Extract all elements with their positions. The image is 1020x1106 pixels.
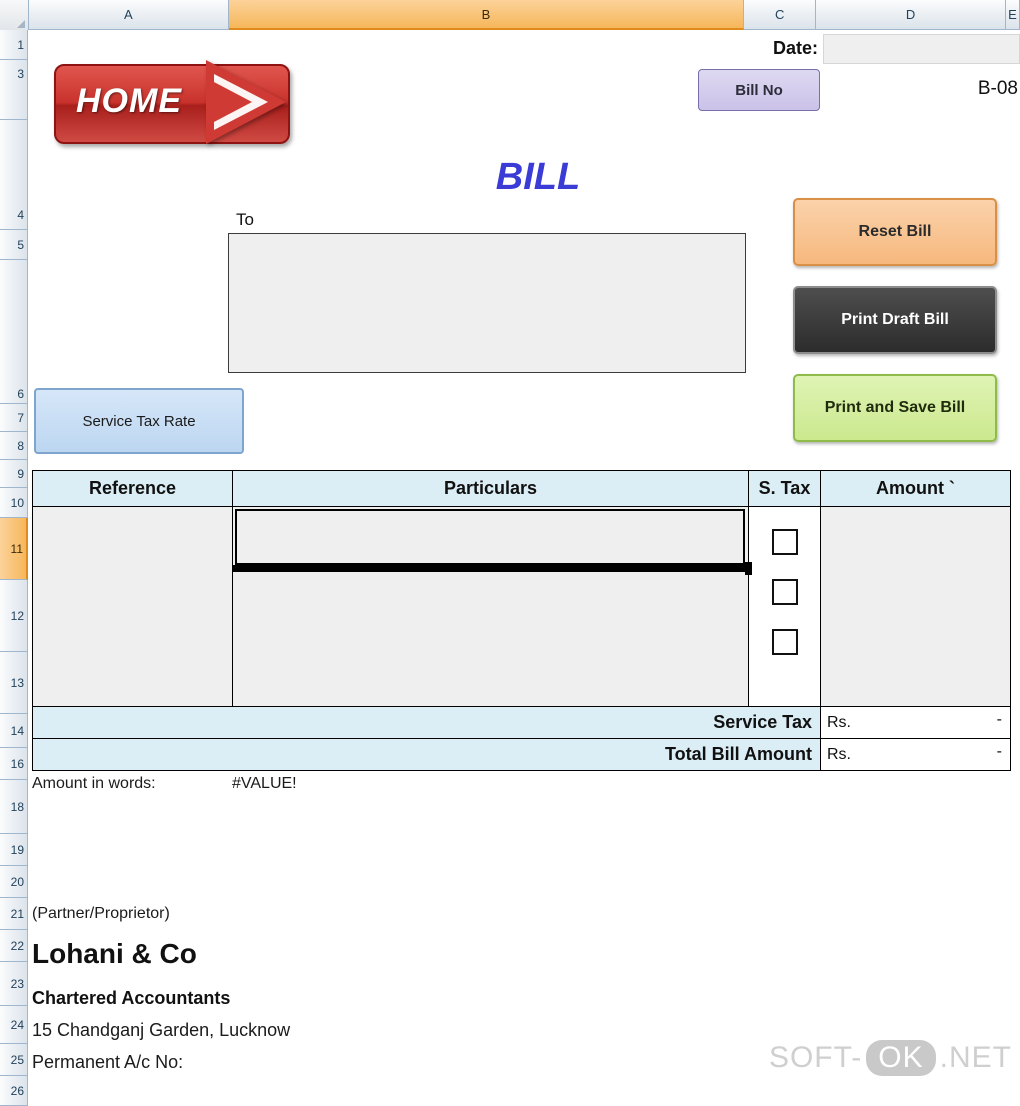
table-header-row: [33, 471, 1011, 507]
home-button[interactable]: [54, 60, 354, 144]
service-tax-total-row: [33, 707, 1011, 739]
selection-fill-handle[interactable]: [233, 565, 747, 572]
total-bill-amount-row: [33, 739, 1011, 771]
row-header-19[interactable]: 19: [0, 834, 28, 866]
print-and-save-bill-button[interactable]: Print and Save Bill: [793, 374, 997, 442]
column-header-s-tax: S. Tax: [749, 471, 821, 507]
to-label: To: [236, 210, 254, 229]
row-header-26[interactable]: 26: [0, 1076, 28, 1106]
service-tax-amount: [821, 707, 1011, 739]
row-header-24[interactable]: 24: [0, 1006, 28, 1044]
reset-bill-button[interactable]: Reset Bill: [793, 198, 997, 266]
total-value: -: [996, 743, 1002, 760]
s-tax-checkbox-2[interactable]: [772, 579, 798, 605]
row-header-5[interactable]: 5: [0, 230, 28, 260]
column-header-amount: Amount `: [821, 471, 1011, 507]
row-header-10[interactable]: 10: [0, 488, 28, 518]
service-tax-rate-button[interactable]: Service Tax Rate: [34, 388, 244, 454]
date-label: Date:: [772, 38, 818, 58]
row-header-6[interactable]: 6: [0, 260, 28, 404]
column-header-a[interactable]: A: [29, 0, 229, 30]
row-header-8[interactable]: 8: [0, 432, 28, 460]
firm-address: 15 Chandganj Garden, Lucknow: [32, 1020, 291, 1040]
s-tax-checkbox-1[interactable]: [772, 529, 798, 555]
watermark-right: .NET: [939, 1041, 1012, 1074]
row-header-21[interactable]: 21: [0, 898, 28, 930]
service-tax-label: Service Tax: [33, 707, 821, 739]
column-header-e[interactable]: E: [1006, 0, 1020, 30]
row-header-7[interactable]: 7: [0, 404, 28, 432]
bill-no-button[interactable]: Bill No: [698, 69, 820, 111]
column-header-b[interactable]: B: [229, 0, 745, 30]
to-address-input[interactable]: [228, 233, 746, 373]
service-tax-currency: Rs.: [827, 713, 851, 731]
s-tax-cell: [749, 507, 821, 707]
row-header-22[interactable]: 22: [0, 930, 28, 962]
row-header-25[interactable]: 25: [0, 1044, 28, 1076]
row-header-20[interactable]: 20: [0, 866, 28, 898]
row-header-3[interactable]: 3: [0, 60, 28, 120]
row-header-1[interactable]: 1: [0, 30, 28, 60]
sheet-content: [28, 30, 1020, 1080]
row-header-column: [0, 30, 28, 1106]
row-header-23[interactable]: 23: [0, 962, 28, 1006]
amount-in-words-label: Amount in words:: [32, 775, 156, 792]
print-draft-bill-button[interactable]: Print Draft Bill: [793, 286, 997, 354]
firm-subtitle: Chartered Accountants: [32, 988, 231, 1008]
firm-pan-label: Permanent A/c No:: [32, 1052, 184, 1072]
watermark-left: SOFT-: [768, 1041, 863, 1074]
row-header-14[interactable]: 14: [0, 714, 28, 748]
service-tax-value: -: [996, 711, 1002, 728]
total-bill-amount: [821, 739, 1011, 771]
row-header-12[interactable]: 12: [0, 580, 28, 652]
row-header-13[interactable]: 13: [0, 652, 28, 714]
page-title: BILL: [495, 156, 581, 198]
s-tax-checkbox-3[interactable]: [772, 629, 798, 655]
row-header-11[interactable]: 11: [0, 518, 28, 580]
column-header-row: [0, 0, 1020, 30]
watermark: [769, 1040, 1012, 1076]
column-header-c[interactable]: C: [744, 0, 816, 30]
row-header-9[interactable]: 9: [0, 460, 28, 488]
particulars-input[interactable]: [235, 509, 745, 565]
bill-items-table: [32, 470, 1011, 771]
particulars-cell[interactable]: [233, 507, 749, 707]
column-header-d[interactable]: D: [816, 0, 1006, 30]
row-header-16[interactable]: 16: [0, 748, 28, 780]
total-currency: Rs.: [827, 745, 851, 763]
amount-input[interactable]: [821, 507, 1011, 707]
column-header-particulars: Particulars: [233, 471, 749, 507]
column-header-reference: Reference: [33, 471, 233, 507]
row-header-4[interactable]: 4: [0, 120, 28, 230]
reference-input[interactable]: [33, 507, 233, 707]
total-bill-amount-label: Total Bill Amount: [33, 739, 821, 771]
home-button-label: HOME: [76, 82, 182, 120]
arrow-right-inner2-icon: [214, 82, 252, 122]
table-row: [33, 507, 1011, 707]
select-all-corner[interactable]: [0, 0, 29, 31]
bill-no-value: B-08: [977, 78, 1018, 99]
row-header-18[interactable]: 18: [0, 780, 28, 834]
firm-name: Lohani & Co: [32, 938, 197, 969]
amount-in-words-value: #VALUE!: [232, 775, 297, 792]
watermark-badge: OK: [866, 1040, 935, 1076]
partner-label: (Partner/Proprietor): [32, 905, 170, 922]
date-input[interactable]: [823, 34, 1020, 64]
